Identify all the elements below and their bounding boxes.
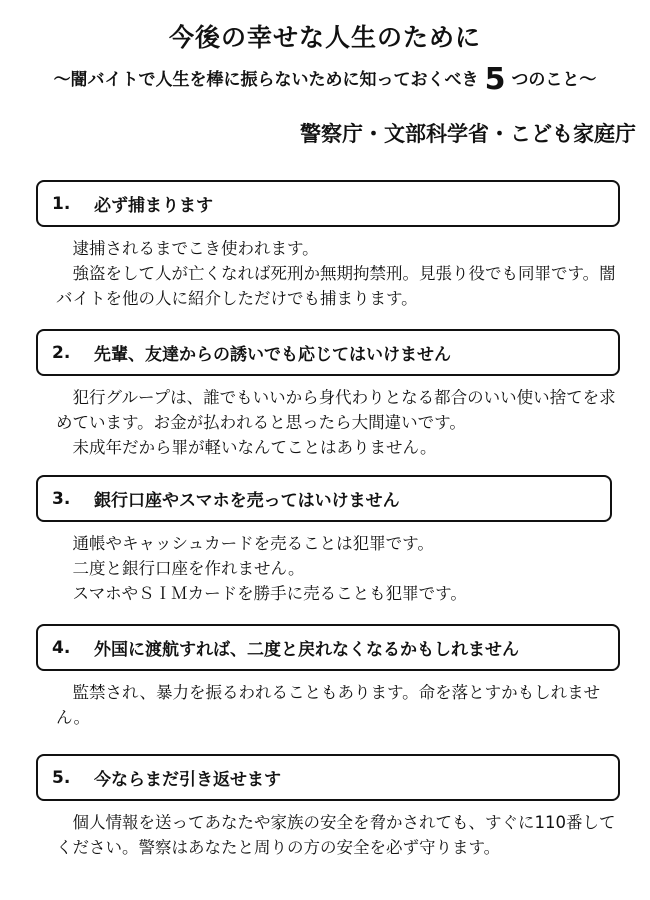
section-number: 4. <box>52 637 71 658</box>
paragraph: 監禁され、暴力を振るわれることもあります。命を落とすかもしれません。 <box>56 683 601 727</box>
paragraph: 未成年だから罪が軽いなんてことはありません。 <box>72 438 437 457</box>
paragraph: 通帳やキャッシュカードを売ることは犯罪です。 <box>72 534 434 553</box>
section-heading-box <box>36 754 620 801</box>
section-5 <box>36 754 620 860</box>
section-heading: 外国に渡航すれば、二度と戻れなくなるかもしれません <box>94 640 519 660</box>
section-body <box>56 810 628 860</box>
section-heading-box <box>36 475 612 522</box>
document-title: 今後の幸せな人生のために <box>168 23 481 52</box>
section-number: 5. <box>52 767 71 788</box>
section-4 <box>36 624 620 730</box>
section-number: 2. <box>52 342 71 363</box>
paragraph: 逮捕されるまでこき使われます。 <box>72 239 319 258</box>
section-number: 3. <box>52 488 71 509</box>
section-body <box>56 385 628 460</box>
section-heading: 必ず捕まります <box>94 196 213 216</box>
paragraph: 個人情報を送ってあなたや家族の安全を脅かされても、すぐに110番してください。警察はあなたと周りの方の安全を必ず守ります。 <box>56 813 616 857</box>
section-body <box>56 531 628 606</box>
section-2 <box>36 329 620 460</box>
subtitle-number: 5 <box>484 62 506 97</box>
section-heading: 先輩、友達からの誘いでも応じてはいけません <box>94 345 451 365</box>
document-subtitle <box>0 62 650 97</box>
section-number: 1. <box>52 193 71 214</box>
section-heading: 今ならまだ引き返せます <box>94 770 281 790</box>
section-body <box>56 680 628 730</box>
paragraph: 犯行グループは、誰でもいいから身代わりとなる都合のいい使い捨てを求めています。お金が払われると思ったら大間違いです。 <box>56 388 616 432</box>
section-heading-box <box>36 180 620 227</box>
section-heading: 銀行口座やスマホを売ってはいけません <box>94 491 400 511</box>
section-3 <box>36 475 620 606</box>
paragraph: 二度と銀行口座を作れません。 <box>72 559 305 578</box>
paragraph: スマホやＳＩＭカードを勝手に売ることも犯罪です。 <box>72 584 467 603</box>
section-body <box>56 236 628 311</box>
issuing-organizations: 警察庁・文部科学省・こども家庭庁 <box>300 122 636 146</box>
subtitle-text: ～闇バイトで人生を棒に振らないために知っておくべき <box>53 70 479 90</box>
section-heading-box <box>36 329 620 376</box>
paragraph: 強盗をして人が亡くなれば死刑か無期拘禁刑。見張り役でも同罪です。闇バイトを他の人に紹介しただけでも捕まります。 <box>56 264 616 308</box>
section-heading-box <box>36 624 620 671</box>
section-1 <box>36 180 620 311</box>
subtitle-text-end: つのこと～ <box>511 70 597 90</box>
